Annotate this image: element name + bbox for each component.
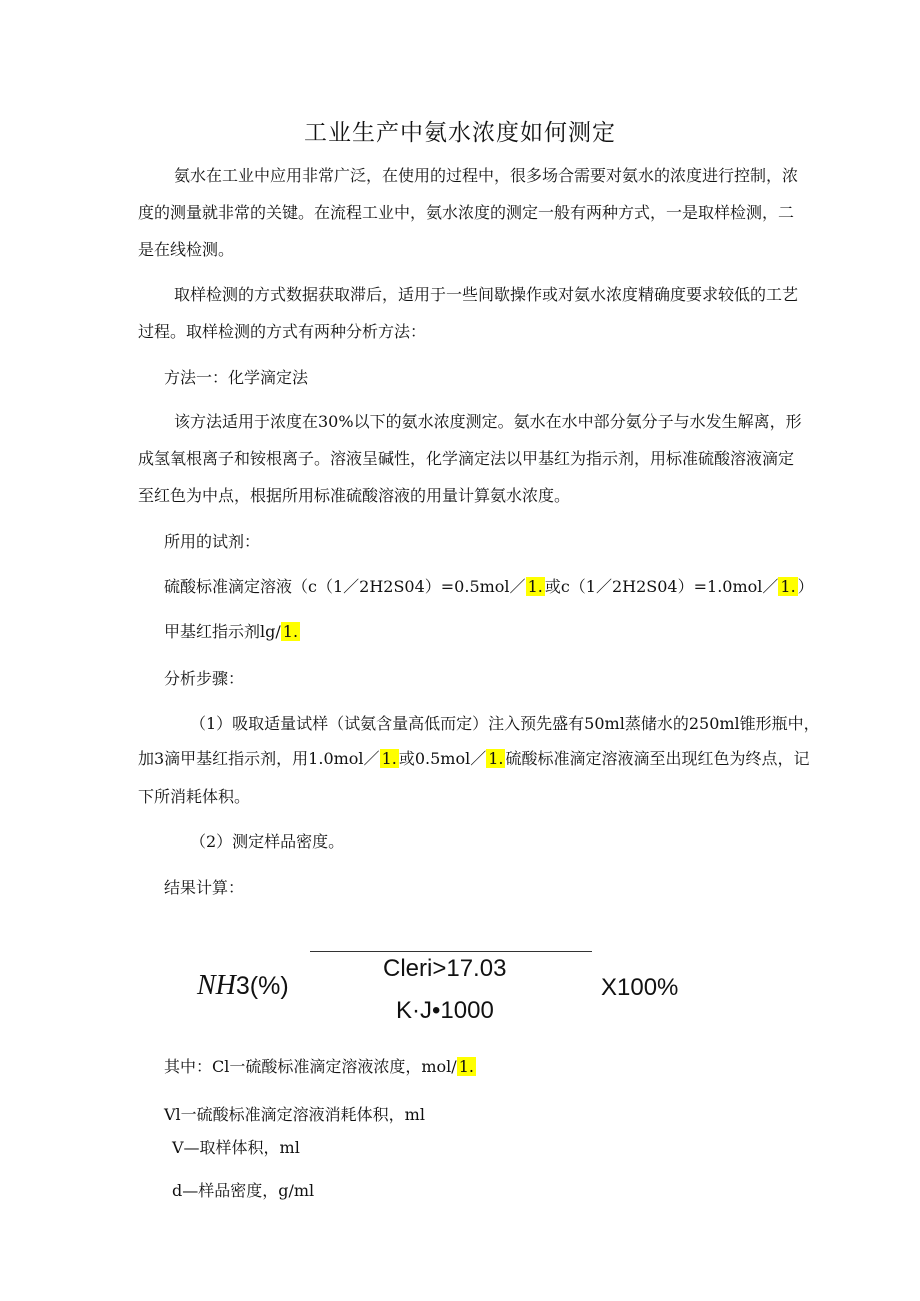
- method1-line-2: 成氢氧根离子和铵根离子。溶液呈碱性，化学滴定法以甲基红为指示剂，用标准硫酸溶液滴定: [138, 449, 795, 468]
- method1-heading: 方法一：化学滴定法: [164, 368, 309, 387]
- result-heading: 结果计算：: [164, 878, 245, 897]
- highlight-mark: 1.: [527, 577, 543, 596]
- sampling-line-1: 取样检测的方式数据获取滞后，适用于一些间歇操作或对氨水浓度精确度要求较低的工艺: [174, 285, 799, 304]
- formula-multiplier: X100%: [601, 974, 679, 1001]
- highlight-mark: 1.: [282, 622, 299, 641]
- sampling-paragraph: [138, 276, 838, 350]
- document-title: 工业生产中氨水浓度如何测定: [304, 120, 616, 146]
- intro-line-2: 度的测量就非常的关键。在流程工业中，氨水浓度的测定一般有两种方式，一是取样检测，二: [138, 203, 795, 222]
- reagents-heading: 所用的试剂：: [164, 532, 261, 551]
- step1-text-d: 硫酸标准滴定溶液滴至出现红色为终点，记: [505, 749, 810, 768]
- intro-paragraph: [138, 157, 838, 268]
- step1-line-1: （1）吸取适量试样（试氨含量高低而定）注入预先盛有50ml蒸储水的250ml锥形瓶中，: [190, 714, 820, 733]
- formula-top-rule: [310, 951, 592, 952]
- step2: （2）测定样品密度。: [190, 832, 345, 851]
- reagent1-text-a: 硫酸标准滴定溶液（c（1／2H2S04）=0.5mol／: [164, 577, 526, 596]
- formula-lhs-rest: 3(%): [235, 972, 289, 1000]
- intro-line-1: 氨水在工业中应用非常广泛，在使用的过程中，很多场合需要对氨水的浓度进行控制，浓: [174, 166, 799, 185]
- step1-line-2: [138, 747, 809, 771]
- variable-v: V—取样体积，ml: [172, 1138, 300, 1157]
- steps-heading: 分析步骤：: [164, 669, 245, 688]
- method1-line-3: 至红色为中点，根据所用标准硫酸溶液的用量计算氨水浓度。: [138, 486, 571, 505]
- intro-line-3: 是在线检测。: [138, 240, 235, 259]
- highlight-mark: 1.: [780, 577, 796, 596]
- reagent-methyl-red: [164, 620, 300, 644]
- method1-paragraph: [138, 403, 838, 514]
- variable-d: d—样品密度，g/ml: [172, 1181, 315, 1200]
- where-text: 其中：Cl一硫酸标准滴定溶液浓度，mol/: [164, 1057, 457, 1076]
- highlight-mark: 1.: [381, 749, 397, 768]
- step1-text-b: 加3滴甲基红指示剂，用1.0mol／: [138, 749, 380, 768]
- step1-text-c: 或0.5mol／: [398, 749, 487, 768]
- reagent1-text-c: ）: [797, 577, 814, 596]
- method1-line-1: 该方法适用于浓度在30%以下的氨水浓度测定。氨水在水中部分氨分子与水发生解离，形: [174, 412, 802, 431]
- reagent1-text-b: 或c（1／2H2S04）=1.0mol／: [544, 577, 779, 596]
- formula-lhs: [197, 970, 289, 1002]
- formula-denominator: K·J•1000: [396, 997, 494, 1024]
- highlight-mark: 1.: [458, 1057, 474, 1076]
- sampling-line-2: 过程。取样检测的方式有两种分析方法：: [138, 322, 427, 341]
- variable-cl: [164, 1055, 476, 1079]
- reagent2-text: 甲基红指示剂lg/: [164, 622, 281, 641]
- highlight-mark: 1.: [488, 749, 504, 768]
- variable-v1: Vl一硫酸标准滴定溶液消耗体积，ml: [164, 1105, 425, 1124]
- formula-numerator: Cleri>17.03: [383, 955, 507, 982]
- reagent-sulfuric-acid: [164, 575, 814, 599]
- formula-lhs-italic: NH: [197, 970, 236, 1001]
- step1-line-3: 下所消耗体积。: [138, 787, 251, 806]
